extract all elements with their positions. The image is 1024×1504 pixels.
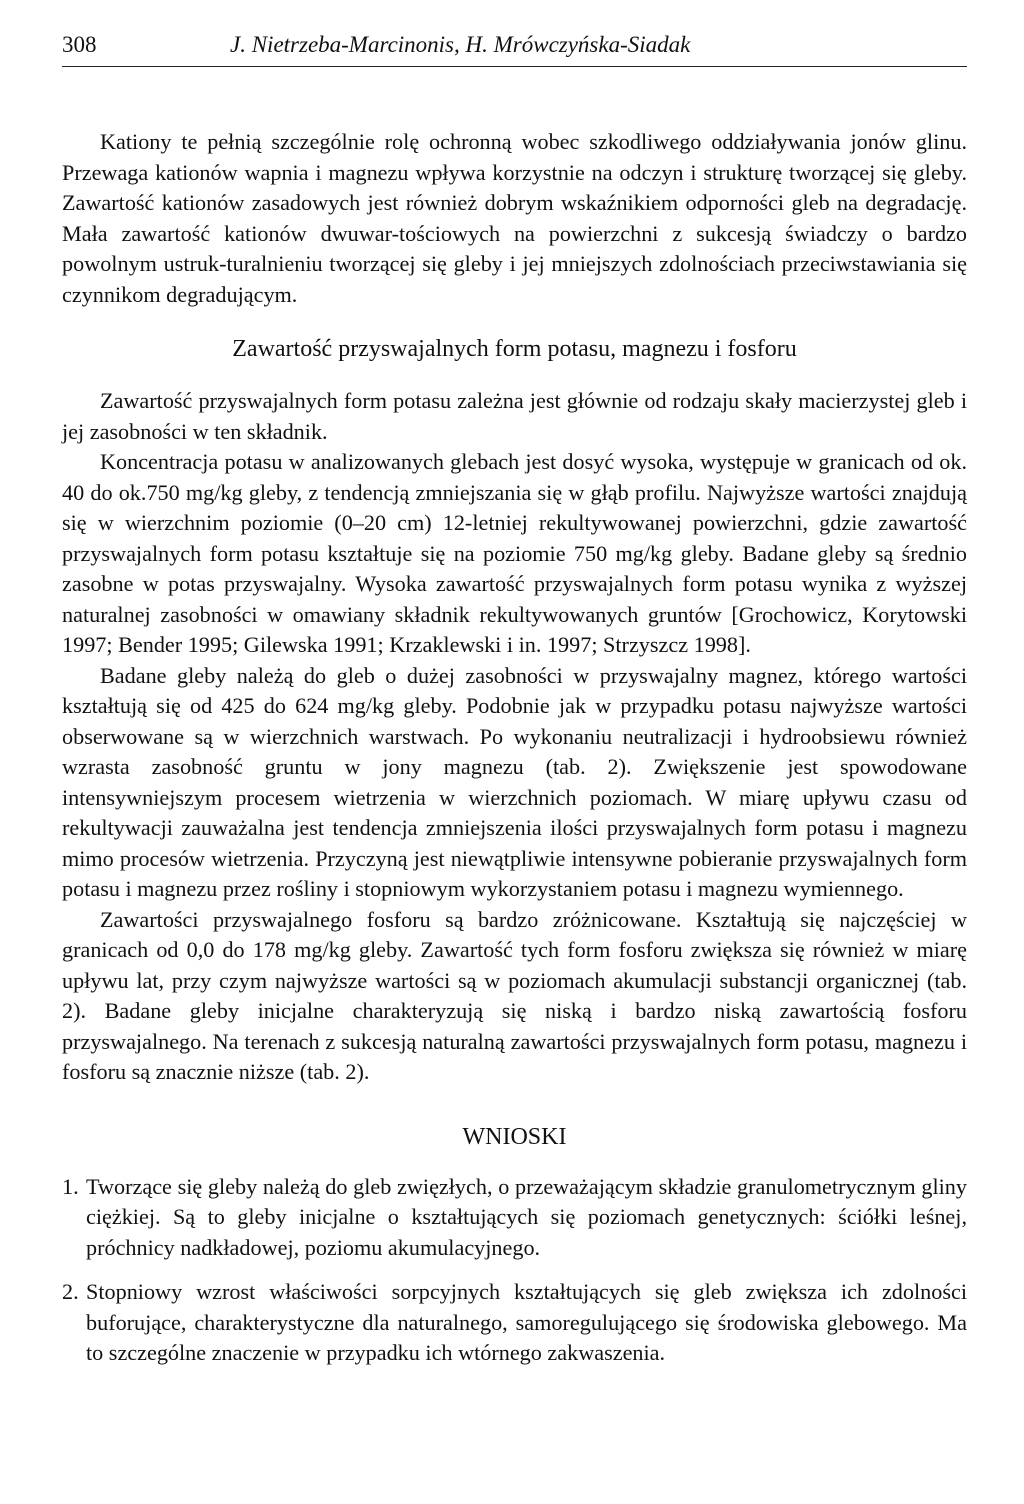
conclusion-item xyxy=(62,1277,967,1369)
paragraph-phosphorus: Zawartości przyswajalnego fosforu są bardzo zróżnicowane. Kształtują się najczęściej w granicach od 0,0 do 178 mg/kg gleby. Zawartość tych form fosforu zwiększa się również w miarę upływu lat, przy czym najwyższe wartości są w poziomach akumulacji substancji organicznej (tab. 2). Badane gleby inicjalne charakteryzują się niską i bardzo niską zawartością fosforu przyswajalnego. Na terenach z sukcesją naturalną zawartości przyswajalnych form potasu, magnezu i fosforu są znacznie niższe (tab. 2). xyxy=(62,906,967,1084)
body-text xyxy=(62,127,967,1369)
paragraph-potassium-concentration: Koncentracja potasu w analizowanych glebach jest dosyć wysoka, występuje w granicach od ok. 40 do ok.750 mg/kg gleby, z tendencją zmniejszania się w głąb profilu. Najwyższe wartości znajdują się w wierzchnim poziomie (0–20 cm) 12-letniej rekultywowanej powierzchni, gdzie zawartość przyswajalnych form potasu kształtuje się na poziomie 750 mg/kg gleby. Badane gleby są średnio zasobne w potas przyswajalny. Wysoka zawartość przyswajalnych form potasu wynika z wyższej naturalnej zasobności w omawiany składnik rekultywowanych gruntów [Grochowicz, Korytowski 1997; Bender 1995; Gilewska 1991; Krzaklewski i in. 1997; Strzyszcz 1998]. xyxy=(62,449,967,657)
conclusions-heading: WNIOSKI xyxy=(462,1123,567,1150)
section-heading-potassium-magnesium-phosphorus: Zawartość przyswajalnych form potasu, magnezu i fosforu xyxy=(232,336,797,362)
paragraph-potassium-source: Zawartość przyswajalnych form potasu zależna jest głównie od rodzaju skały macierzystej gleb i jej zasobności w ten składnik. xyxy=(62,388,967,444)
conclusion-item xyxy=(62,1172,967,1264)
running-head-authors: J. Nietrzeba-Marcinonis, H. Mrówczyńska-Siadak xyxy=(230,32,691,57)
conclusion-text: Tworzące się gleby należą do gleb zwięzłych, o przeważającym składzie granulometrycznym gliny ciężkiej. Są to gleby inicjalne o kształtujących się poziomach genetycznych: ściółki leśnej, próchnicy nadkładowej, poziomu akumulacyjnego. xyxy=(86,1173,967,1260)
conclusions-list xyxy=(62,1172,967,1369)
conclusion-number: 2. xyxy=(62,1279,79,1304)
intro-paragraph: Kationy te pełnią szczególnie rolę ochronną wobec szkodliwego oddziaływania jonów glinu. Przewaga kationów wapnia i magnezu wpływa korzystnie na odczyn i strukturę tworzącej się gleby. Zawartość kationów zasadowych jest również dobrym wskaźnikiem odporności gleb na degradację. Mała zawartość kationów dwuwar-tościowych na powierzchni z sukcesją świadczy o bardzo powolnym ustruk-turalnieniu tworzącej się gleby i jej mniejszych zdolnościach przeciwstawiania się czynnikom degradującym. xyxy=(62,129,967,307)
conclusion-text: Stopniowy wzrost właściwości sorpcyjnych kształtujących się gleb zwiększa ich zdolności buforujące, charakterystyczne dla naturalnego, samoregulującego się środowiska glebowego. Ma to szczególne znaczenie w przypadku ich wtórnego zakwaszenia. xyxy=(86,1279,967,1365)
conclusion-number: 1. xyxy=(62,1173,79,1199)
paragraph-magnesium: Badane gleby należą do gleb o dużej zasobności w przyswajalny magnez, którego wartości kształtują się od 425 do 624 mg/kg gleby. Podobnie jak w przypadku potasu najwyższe wartości obserwowane są w wierzchnich warstwach. Po wykonaniu neutralizacji i hydroobsiewu również wzrasta zasobność gruntu w jony magnezu (tab. 2). Zwiększenie jest spowodowane intensywniejszym procesem wietrzenia w wierzchnich poziomach. W miarę upływu czasu od rekultywacji zauważalna jest tendencja zmniejszenia ilości przyswajalnych form potasu i magnezu mimo procesów wietrzenia. Przyczyną jest niewątpliwie intensywne pobieranie przyswajalnych form potasu i magnezu przez rośliny i stopniowym wykorzystaniem potasu i magnezu wymiennego. xyxy=(62,662,967,901)
page-header xyxy=(62,28,967,67)
document-page xyxy=(62,28,967,1383)
page-number: 308 xyxy=(62,32,97,57)
